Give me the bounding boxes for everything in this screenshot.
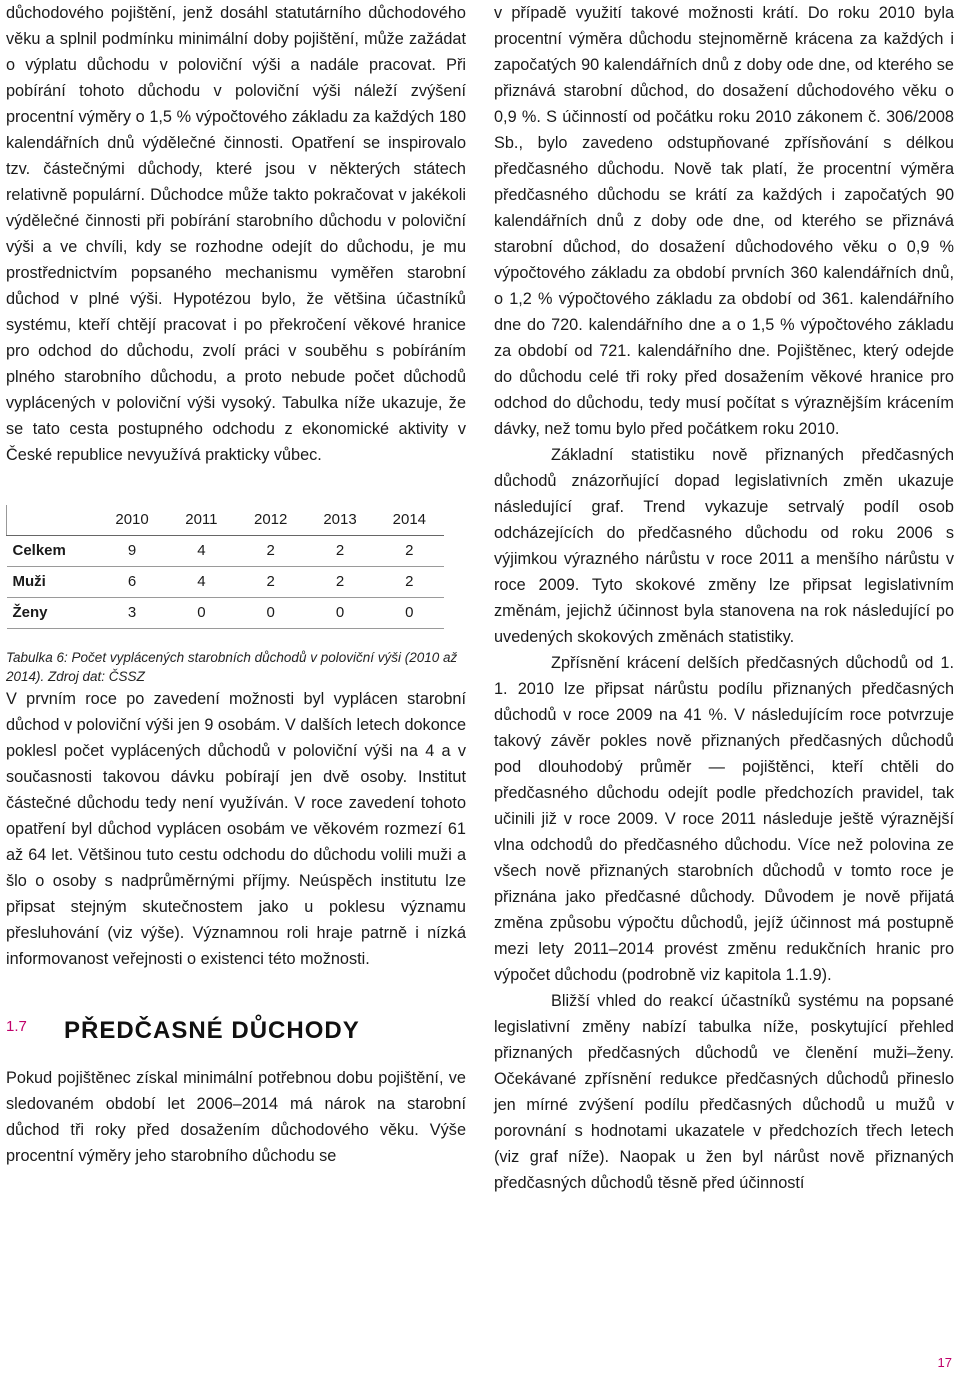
- left-paragraph-3: Pokud pojištěnec získal minimální potřebnou dobu pojištění, ve sledovaném období let 2006–2014 má nárok na starobní důchod tři roky před dosažením důchodového věku. Výše procentní výměry jeho starobního důchodu se: [6, 1069, 466, 1165]
- left-paragraph-2: V prvním roce po zavedení možnosti byl vyplácen starobní důchod v poloviční výši jen 9 osobám. V dalších letech dokonce poklesl počet vyplácených důchodů v poloviční výši na 4 a v současnosti takovou dávku pobírají jen dvě osoby. Institut částečné důchodu tedy není využíván. V roce zavedení tohoto opatření byl důchod vyplácen osobám ve věkovém rozmezí 61 až 64 let. Většinou tuto cestu odchodu do důchodu volili muži a šlo o osoby s nadprůměrnými příjmy. Neúspěch institutu lze připsat stejným skutečnostem jako u poklesu významu přesluhování (viz výše). Významnou roli hraje patrně i nízká informovanost veřejnosti o existenci této možnosti.: [6, 690, 466, 968]
- right-paragraph-1: v případě využití takové možnosti krátí. Do roku 2010 byla procentní výměra důchodu stejnoměrně krácena za každých i započatých 90 kalendářních dnů z doby ode dne, od kterého se přiznává starobní důchod, do dosažení důchodového věku o 0,9 %. S účinností od počátku roku 2010 zákonem č. 306/2008 Sb., bylo zavedeno odstupňované zpřísňování s délkou předčasného důchodu. Nově tak platí, že procentní výměra předčasného důchodu se krátí za každých i započatých 90 kalendářních dnů z doby ode dne, od kterého se přiznává starobní důchod, do dosažení důchodového věku o 0,9 % výpočtového základu za období prvních 360 kalendářních dnů, o 1,2 % výpočtového základu za období od 361. kalendářního dne do 720. kalendářního dne a o 1,5 % výpočtového základu za období od 721. kalendářního dne. Pojištěnec, který odejde do důchodu celé tři roky před dosažením věkové hranice pro odchod do důchodu, tedy musí počítat s výraznějším krácením dávky, než tomu bylo před počátkem roku 2010.: [494, 4, 954, 438]
- table-cell: 2: [305, 567, 374, 598]
- table-caption: Tabulka 6: Počet vyplácených starobních důchodů v poloviční výši (2010 až 2014). Zdroj dat: ČSSZ: [6, 650, 458, 684]
- table-cell: 2: [375, 536, 444, 567]
- table-cell: 2: [236, 536, 305, 567]
- table-year-header: 2012: [236, 505, 305, 536]
- table-corner-cell: [7, 505, 98, 536]
- right-paragraph-3: Zpřísnění krácení delších předčasných důchodů od 1. 1. 2010 lze připsat nárůstu podílu přiznaných předčasných důchodů v roce 2009 na 41 %. V následujícím roce potvrzuje takový závěr pokles nově přiznaných předčasných důchodů pod dlouhodobý průměr — pojištěnci, kteří chtěli do předčasného důchodu odejít podle předchozích pravidel, tak učinili již v roce 2009. V roce 2011 následuje ještě výraznější vlna odchodů do předčasného důchodu. Více než polovina ze všech nově přiznaných starobních důchodů v tomto roce je přiznána jako předčasné důchody. Důvodem je nově přijatá změna způsobu výpočtu důchodů, jejíž účinnost má postupně mezi lety 2011–2014 provést změnu redukčních hranic pro výpočet důchodu (podrobně viz kapitola 1.1.9).: [494, 654, 954, 984]
- table-cell: 0: [305, 598, 374, 629]
- section-title: PŘEDČASNÉ DŮCHODY: [64, 1017, 360, 1044]
- table-cell: 4: [167, 536, 236, 567]
- table-row: [7, 536, 445, 567]
- table-cell: 4: [167, 567, 236, 598]
- page-number: 17: [937, 1355, 952, 1370]
- right-column: [494, 0, 954, 1196]
- section-number: 1.7: [6, 1018, 27, 1035]
- table-row-label: Muži: [7, 567, 98, 598]
- table-cell: 0: [167, 598, 236, 629]
- table-row: [7, 567, 445, 598]
- table-row-label: Celkem: [7, 536, 98, 567]
- table-cell: 2: [305, 536, 374, 567]
- table-cell: 9: [97, 536, 166, 567]
- left-paragraph-1: důchodového pojištění, jenž dosáhl statutárního důchodového věku a splnil podmínku minimální doby pojištění, může zažádat o výplatu důchodu v poloviční výši a nadále pracovat. Při pobírání tohoto důchodu v poloviční výši náleží zvýšení procentní výměry o 1,5 % výpočtového základu za každých 180 kalendářních dnů výdělečné činnosti. Opatření se inspirovalo tzv. částečnými důchody, které jsou v některých státech relativně populární. Důchodce může takto pokračovat v jakékoli výdělečné činnosti při pobírání starobního důchodu v poloviční výši a ve chvíli, kdy se rozhodne odejít do důchodu, je mu prostřednictvím popsaného mechanismu vyměřen starobní důchod v plné výši. Hypotézou bylo, že většina účastníků systému, kteří chtějí pracovat i po překročení věkové hranice pro odchod do důchodu, zvolí práci v souběhu s pobíráním plného starobního důchodu, a proto nebude počet důchodů vyplácených v poloviční výši vysoký. Tabulka níže ukazuje, že se tato cesta postupného odchodu z ekonomické aktivity v České republice nevyužívá prakticky vůbec.: [6, 4, 466, 464]
- table-cell: 6: [97, 567, 166, 598]
- table-cell: 0: [236, 598, 305, 629]
- table-year-header: 2013: [305, 505, 374, 536]
- left-column: [6, 0, 466, 1169]
- right-paragraph-4: Bližší vhled do reakcí účastníků systému na popsané legislativní změny nabízí tabulka níže, poskytující přehled přiznaných předčasných důchodů ve členění muži–ženy. Očekávané zpřísnění redukce předčasných důchodů přineslo jen mírné zvýšení podílu předčasných důchodů u mužů v porovnání s hodnotami ukazatele v předchozích třech letech (viz graf níže). Naopak u žen byl nárůst nově přiznaných předčasných důchodů těsně před účinností: [494, 992, 954, 1192]
- section-heading: [6, 1008, 466, 1044]
- table-year-header: 2014: [375, 505, 444, 536]
- right-paragraph-2: Základní statistiku nově přiznaných předčasných důchodů znázorňující dopad legislativních změn ukazuje následující graf. Trend vykazuje setrvalý podíl osob odcházejících do předčasného důchodu od roku 2006 s výjimkou výrazného nárůstu v roce 2011 a menšího nárůstu v roce 2009. Tyto skokové změny lze připsat legislativním změnám, jejichž účinnost byla stanovena na rok následující po uvedených skokových změnách statistiky.: [494, 446, 954, 646]
- table-cell: 0: [375, 598, 444, 629]
- table-header-row: [7, 505, 445, 536]
- table-year-header: 2010: [97, 505, 166, 536]
- table-row-label: Ženy: [7, 598, 98, 629]
- table-cell: 3: [97, 598, 166, 629]
- table-cell: 2: [236, 567, 305, 598]
- table-row: [7, 598, 445, 629]
- table-year-header: 2011: [167, 505, 236, 536]
- half-pension-table: [6, 505, 444, 629]
- table-cell: 2: [375, 567, 444, 598]
